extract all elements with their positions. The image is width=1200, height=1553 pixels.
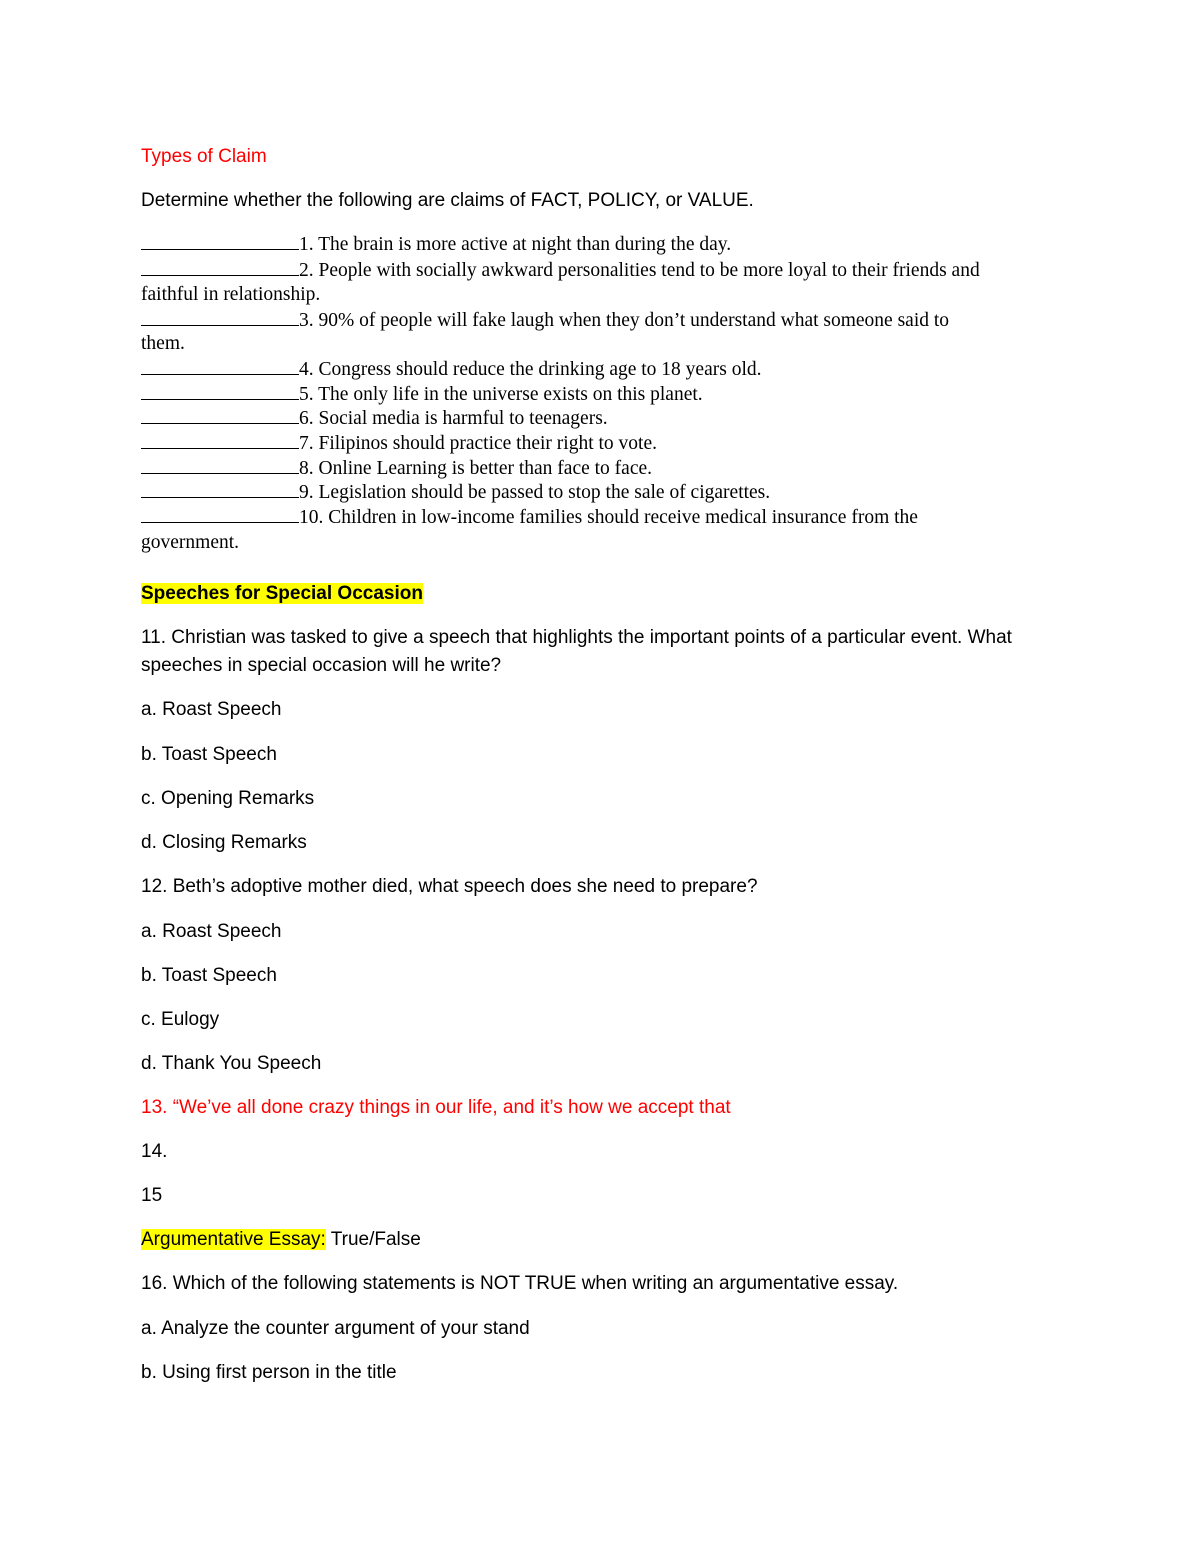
claim-item-1: 1. The brain is more active at night than during the day.: [141, 232, 731, 257]
claim-item-6: 6. Social media is harmful to teenagers.: [141, 406, 608, 431]
question-11-line2: speeches in special occasion will he write?: [141, 655, 502, 676]
answer-blank[interactable]: [141, 431, 299, 449]
answer-blank[interactable]: [141, 232, 299, 250]
answer-blank[interactable]: [141, 382, 299, 400]
answer-blank[interactable]: [141, 456, 299, 474]
section-title-types-of-claim: Types of Claim: [141, 146, 267, 167]
q11-option-a: a. Roast Speech: [141, 699, 282, 720]
q11-option-d: d. Closing Remarks: [141, 832, 307, 853]
claim-item-10-continued: government.: [141, 532, 240, 553]
question-16: 16. Which of the following statements is NOT TRUE when writing an argumentative essay.: [141, 1273, 899, 1294]
question-14: 14.: [141, 1141, 168, 1162]
question-11-line1: 11. Christian was tasked to give a speech that highlights the important points of a particular event. What: [141, 627, 1012, 648]
question-12: 12. Beth’s adoptive mother died, what speech does she need to prepare?: [141, 876, 758, 897]
claim-item-5: 5. The only life in the universe exists on this planet.: [141, 382, 703, 407]
claim-item-3: 3. 90% of people will fake laugh when they don’t understand what someone said to: [141, 308, 949, 333]
claim-item-8: 8. Online Learning is better than face to face.: [141, 456, 652, 481]
claim-item-3-continued: them.: [141, 333, 185, 354]
question-15: 15: [141, 1185, 163, 1206]
instruction-text: Determine whether the following are claims of FACT, POLICY, or VALUE.: [141, 190, 754, 211]
section-title-argumentative: Argumentative Essay: True/False: [141, 1229, 421, 1250]
claim-item-2: 2. People with socially awkward personalities tend to be more loyal to their friends and: [141, 258, 980, 283]
q11-option-c: c. Opening Remarks: [141, 788, 315, 809]
answer-blank[interactable]: [141, 308, 299, 326]
q12-option-c: c. Eulogy: [141, 1009, 220, 1030]
section-title-speeches: Speeches for Special Occasion: [141, 583, 423, 604]
answer-blank[interactable]: [141, 258, 299, 276]
question-13: 13. “We’ve all done crazy things in our life, and it’s how we accept that: [141, 1097, 731, 1118]
q12-option-b: b. Toast Speech: [141, 965, 277, 986]
claim-item-4: 4. Congress should reduce the drinking age to 18 years old.: [141, 357, 762, 382]
claim-item-9: 9. Legislation should be passed to stop the sale of cigarettes.: [141, 480, 770, 505]
q12-option-d: d. Thank You Speech: [141, 1053, 322, 1074]
claim-item-10: 10. Children in low-income families should receive medical insurance from the: [141, 505, 918, 530]
answer-blank[interactable]: [141, 406, 299, 424]
claim-item-7: 7. Filipinos should practice their right to vote.: [141, 431, 657, 456]
answer-blank[interactable]: [141, 505, 299, 523]
claim-item-2-continued: faithful in relationship.: [141, 284, 321, 305]
q11-option-b: b. Toast Speech: [141, 744, 277, 765]
q12-option-a: a. Roast Speech: [141, 921, 282, 942]
answer-blank[interactable]: [141, 480, 299, 498]
q16-option-a: a. Analyze the counter argument of your stand: [141, 1318, 530, 1339]
q16-option-b: b. Using first person in the title: [141, 1362, 397, 1383]
answer-blank[interactable]: [141, 357, 299, 375]
